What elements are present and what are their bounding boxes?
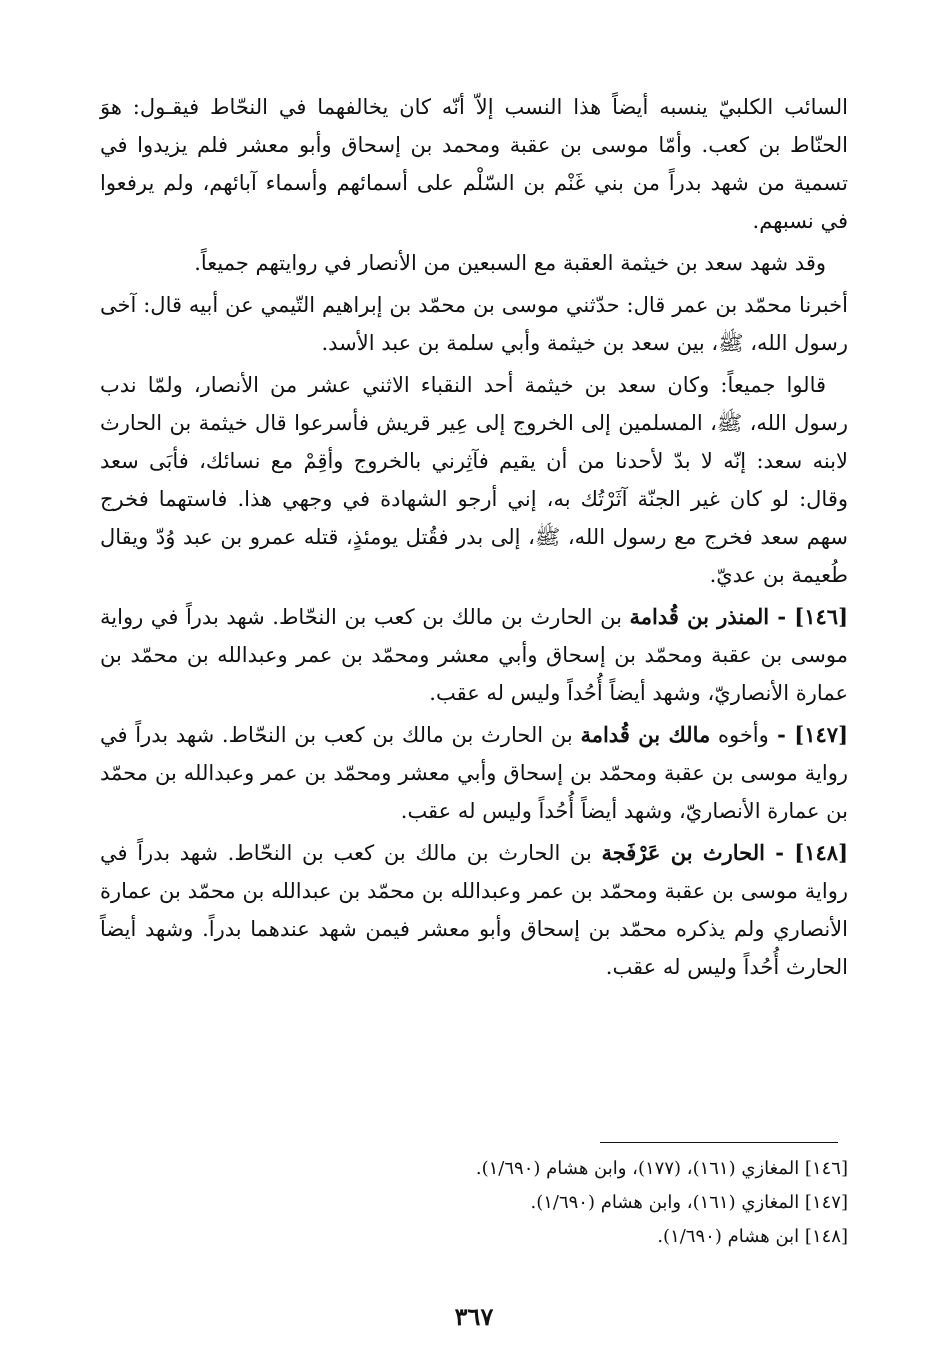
- paragraph-aqaba: وقد شهد سعد بن خيثمة العقبة مع السبعين من الأنصار في روايتهم جميعاً.: [194, 251, 826, 275]
- footnotes: [100, 1152, 848, 1254]
- entry-146: [100, 598, 848, 712]
- entry-number: [١٤٧]: [794, 722, 848, 747]
- entry-separator: -: [769, 604, 795, 629]
- entry-name: الحارث بن عَرْفَجة: [601, 840, 765, 865]
- main-text: [100, 88, 848, 990]
- footnote-147: [100, 1186, 848, 1220]
- entry-prefix: وأخوه: [710, 723, 769, 747]
- page-number: ٣٦٧: [454, 1302, 494, 1331]
- entry-text: بن الحارث بن مالك بن كعب بن النحّاط. شهد بدراً في رواية موسى بن عقبة ومحمّد بن عمر وعبدالله بن محمّد بن عبدالله بن محمّد بن عمارة الأنصاري ولم يذكره محمّد بن إسحاق وأبو معشر فيمن شهد عندهما بدراً. وشهد أيضاً الحارث أُحُداً وليس له عقب.: [100, 841, 848, 979]
- entry-text: بن الحارث بن مالك بن كعب بن النحّاط. شهد بدراً في رواية موسى بن عقبة ومحمّد بن إسحاق وأبي معشر ومحمّد بن عمر وعبدالله بن محمّد بن عمارة الأنصاريّ، وشهد أيضاً أُحُداً وليس له عقب.: [100, 723, 848, 823]
- entry-name: مالك بن قُدامة: [580, 722, 711, 747]
- paragraph-nasab: السائب الكلبيّ ينسبه أيضاً هذا النسب إلاّ أنّه كان يخالفهما في النحّاط فيقـول: هوَ الحنّاط بن كعب. وأمّا موسى بن عقبة ومحمد بن إسحاق وأبو معشر فلم يزيدوا في تسمية من شهد بدراً من بني غَنْم بن السّلْم على أسمائهم وأسماء آبائهم، ولم يرفعوا في نسبهم.: [100, 95, 848, 233]
- entry-text: بن الحارث بن مالك بن كعب بن النحّاط. شهد بدراً في رواية موسى بن عقبة ومحمّد بن إسحاق وأبي معشر ومحمّد بن عمر وعبدالله بن محمّد بن عمارة الأنصاريّ، وشهد أيضاً أُحُداً وليس له عقب.: [100, 605, 848, 705]
- entry-148: [100, 834, 848, 986]
- entry-name: المنذر بن قُدامة: [629, 604, 770, 629]
- entry-separator: -: [768, 722, 795, 747]
- entry-147: [100, 716, 848, 830]
- paragraph-badr-story: قالوا جميعاً: وكان سعد بن خيثمة أحد النقباء الاثني عشر من الأنصار، ولمّا ندب رسول الله، ﷺ، المسلمين إلى الخروج إلى عِير قريش فأسرعوا قال خيثمة بن الحارث لابنه سعد: إنّه لا بدّ لأحدنا من أن يقيم فآثِرني بالخروج وأقِمْ مع نسائك، فأبَى سعد وقال: لو كان غير الجنّة آثَرْتُك به، إني أرجو الشهادة في وجهي هذا. فاستهما فخرج سهم سعد فخرج مع رسول الله، ﷺ، إلى بدر فقُتل يومئذٍ، قتله عمرو بن عبد وُدّ ويقال طُعيمة بن عديّ.: [100, 373, 848, 587]
- footnote-text: المغازي (١٦١)، (١٧٧)، وابن هشام (١/٦٩٠).: [475, 1158, 805, 1179]
- footnote-text: المغازي (١٦١)، وابن هشام (١/٦٩٠).: [530, 1192, 805, 1213]
- footnote-number: [١٤٨]: [804, 1226, 848, 1247]
- footnote-146: [100, 1152, 848, 1186]
- paragraph-brotherhood: أخبرنا محمّد بن عمر قال: حدّثني موسى بن محمّد بن إبراهيم التّيمي عن أبيه قال: آخى رسول الله، ﷺ، بين سعد بن خيثمة وأبي سلمة بن عبد الأسد.: [100, 293, 848, 355]
- footnote-148: [100, 1220, 848, 1254]
- entry-separator: -: [764, 840, 795, 865]
- entry-number: [١٤٦]: [794, 604, 848, 629]
- footnote-text: ابن هشام (١/٦٩٠).: [657, 1226, 805, 1247]
- footnote-number: [١٤٦]: [804, 1158, 848, 1179]
- footnote-number: [١٤٧]: [804, 1192, 848, 1213]
- entry-number: [١٤٨]: [794, 840, 848, 865]
- footnote-separator: [600, 1142, 838, 1143]
